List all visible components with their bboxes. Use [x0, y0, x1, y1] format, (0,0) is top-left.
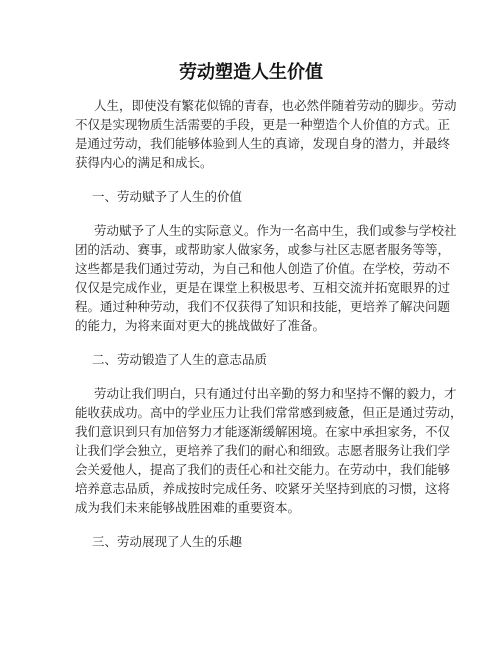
section-heading: 二、劳动锻造了人生的意志品质: [92, 352, 268, 367]
paragraph-line: 人生，即使没有繁花似锦的青春，也必然伴随着劳动的脚步。劳动: [94, 98, 457, 113]
section-heading: 三、劳动展现了人生的乐趣: [92, 534, 243, 549]
paragraph-line: 劳动让我们明白，只有通过付出辛勤的努力和坚持不懈的毅力，才: [94, 386, 457, 401]
paragraph-line: 的能力，为将来面对更大的挑战做好了准备。: [75, 318, 326, 333]
document-title: 劳动塑造人生价值: [179, 62, 323, 83]
paragraph-line: 我们意识到只有加倍努力才能逐渐缓解困境。在家中承担家务，不仅: [75, 424, 451, 439]
paragraph-line: 培养意志品质，养成按时完成任务、咬紧牙关坚持到底的习惯，这将: [75, 481, 451, 496]
paragraph-line: 获得内心的满足和成长。: [75, 155, 213, 170]
paragraph-line: 劳动赋予了人生的实际意义。作为一名高中生，我们或参与学校社: [94, 223, 457, 238]
paragraph-line: 能收获成功。高中的学业压力让我们常常感到疲惫，但正是通过劳动，: [75, 405, 463, 420]
paragraph-line: 让我们学会独立，更培养了我们的耐心和细致。志愿者服务让我们学: [75, 443, 451, 458]
paragraph-line: 程。通过种种劳动，我们不仅获得了知识和技能，更培养了解决问题: [75, 299, 451, 314]
paragraph-line: 这些都是我们通过劳动，为自己和他人创造了价值。在学校，劳动不: [75, 261, 451, 276]
section-heading: 一、劳动赋予了人生的价值: [92, 189, 243, 204]
paragraph-line: 不仅是实现物质生活需要的手段，更是一种塑造个人价值的方式。正: [75, 117, 451, 132]
paragraph-line: 仅仅是完成作业，更是在课堂上积极思考、互相交流并拓宽眼界的过: [75, 280, 451, 295]
paragraph-line: 团的活动、赛事，或帮助家人做家务，或参与社区志愿者服务等等，: [75, 242, 451, 257]
paragraph-line: 会关爱他人，提高了我们的责任心和社交能力。在劳动中，我们能够: [75, 462, 451, 477]
paragraph-line: 是通过劳动，我们能够体验到人生的真谛，发现自身的潜力，并最终: [75, 136, 451, 151]
paragraph-line: 成为我们未来能够战胜困难的重要资本。: [75, 500, 301, 515]
